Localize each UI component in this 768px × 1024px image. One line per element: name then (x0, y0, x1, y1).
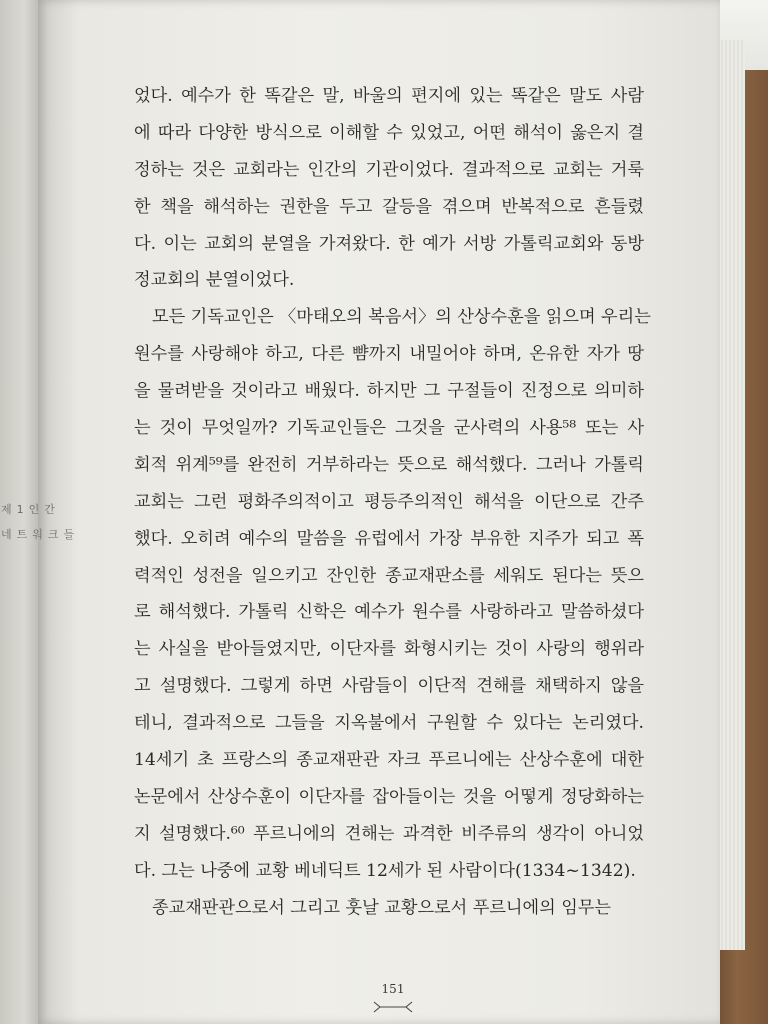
page-number-ornament (368, 1000, 418, 1014)
running-header (1, 497, 111, 547)
text-line: 는 사실을 받아들였지만, 이단자를 화형시키는 것이 사랑의 행위라 (134, 639, 644, 660)
text-line: 다. 그는 나중에 교황 베네딕트 12세가 된 사람이다(1334~1342). (134, 860, 636, 881)
body-text (134, 78, 651, 926)
text-line: 모든 기독교인은 〈마태오의 복음서〉의 산상수훈을 읽으며 우리는 (152, 307, 651, 328)
page-number: 151 (381, 982, 405, 996)
text-line: 논문에서 산상수훈이 이단자를 잡아들이는 것을 어떻게 정당화하는 (134, 786, 644, 807)
running-header-section: 네트워크들 (1, 528, 80, 541)
text-line: 정교회의 분열이었다. (134, 270, 295, 291)
page-stack-edge (718, 40, 745, 950)
text-line: 고 설명했다. 그렇게 하면 사람들이 이단적 견해를 채택하지 않을 (134, 676, 644, 697)
text-line: 었다. 예수가 한 똑같은 말, 바울의 편지에 있는 똑같은 말도 사람 (134, 86, 644, 106)
text-line: 지 설명했다.⁶⁰ 푸르니에의 견해는 과격한 비주류의 생각이 아니었 (134, 823, 644, 844)
text-line: 14세기 초 프랑스의 종교재판관 자크 푸르니에는 산상수훈에 대한 (134, 750, 644, 771)
text-line: 종교재판관으로서 그리고 훗날 교황으로서 푸르니에의 임무는 (152, 897, 612, 918)
text-line: 로 해석했다. 가톨릭 신학은 예수가 원수를 사랑하라고 말씀하셨다 (134, 602, 644, 623)
text-line: 원수를 사랑해야 하고, 다른 뺨까지 내밀어야 하며, 온유한 자가 땅 (134, 344, 644, 365)
text-line: 다. 이는 교회의 분열을 가져왔다. 한 예가 서방 가톨릭교회와 동방 (134, 233, 644, 254)
text-line: 에 따라 다양한 방식으로 이해할 수 있었고, 어떤 해석이 옳은지 결 (134, 122, 644, 143)
text-line: 했다. 오히려 예수의 말씀을 유럽에서 가장 부유한 지주가 되고 폭 (134, 528, 644, 549)
text-line: 한 책을 해석하는 권한을 두고 갈등을 겪으며 반복적으로 흔들렸 (134, 196, 644, 217)
text-line: 력적인 성전을 일으키고 잔인한 종교재판소를 세워도 된다는 뜻으 (134, 565, 644, 586)
text-line: 교회는 그런 평화주의적이고 평등주의적인 해석을 이단으로 간주 (134, 491, 644, 512)
text-line: 회적 위계⁵⁹를 완전히 거부하라는 뜻으로 해석했다. 그러나 가톨릭 (134, 454, 644, 475)
text-line: 테니, 결과적으로 그들을 지옥불에서 구원할 수 있다는 논리였다. (134, 713, 644, 734)
text-line: 는 것이 무엇일까? 기독교인들은 그것을 군사력의 사용⁵⁸ 또는 사 (134, 418, 644, 439)
running-header-part: 제1인간 (1, 503, 60, 516)
text-line: 정하는 것은 교회라는 인간의 기관이었다. 결과적으로 교회는 거룩 (134, 159, 644, 180)
text-line: 을 물려받을 것이라고 배웠다. 하지만 그 구절들이 진정으로 의미하 (134, 381, 644, 402)
